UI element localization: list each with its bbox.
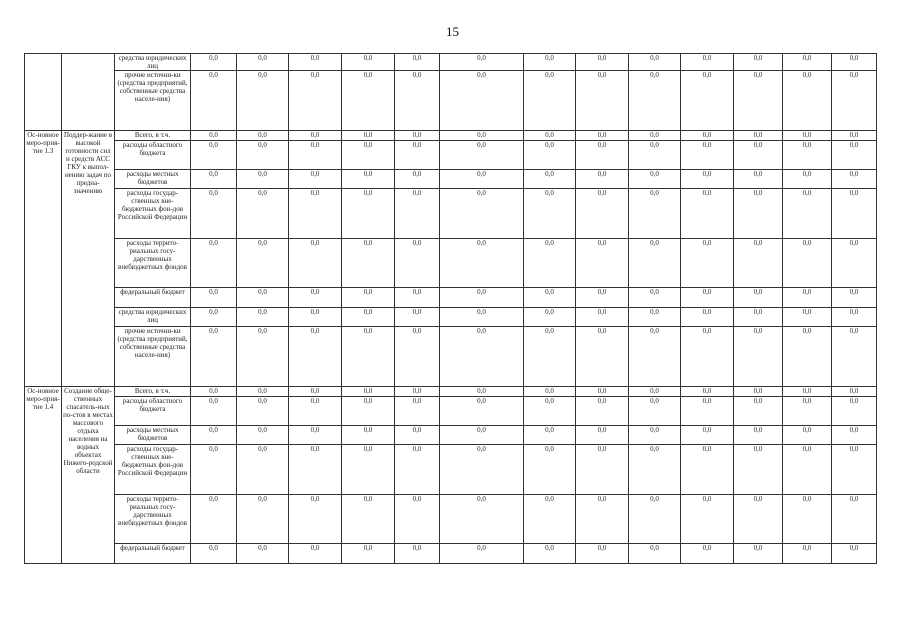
value-cell: 0,0 — [395, 239, 440, 288]
value-cell: 0,0 — [576, 426, 629, 445]
value-cell: 0,0 — [289, 189, 342, 239]
value-cell: 0,0 — [395, 71, 440, 131]
value-cell: 0,0 — [734, 288, 783, 308]
page-number: 15 — [446, 24, 459, 39]
value-cell: 0,0 — [783, 54, 832, 71]
value-cell: 0,0 — [734, 495, 783, 544]
value-cell: 0,0 — [440, 189, 524, 239]
value-cell: 0,0 — [681, 54, 734, 71]
value-cell: 0,0 — [395, 131, 440, 141]
value-cell: 0,0 — [440, 239, 524, 288]
value-cell: 0,0 — [289, 397, 342, 426]
value-cell: 0,0 — [524, 239, 576, 288]
value-cell: 0,0 — [289, 170, 342, 189]
value-cell: 0,0 — [191, 288, 237, 308]
funding-source: расходы областного бюджета — [115, 141, 191, 170]
value-cell: 0,0 — [783, 445, 832, 495]
value-cell: 0,0 — [681, 288, 734, 308]
value-cell: 0,0 — [832, 141, 877, 170]
value-cell: 0,0 — [342, 544, 395, 564]
funding-source: расходы областного бюджета — [115, 397, 191, 426]
value-cell: 0,0 — [395, 327, 440, 387]
value-cell: 0,0 — [783, 170, 832, 189]
value-cell: 0,0 — [289, 288, 342, 308]
value-cell: 0,0 — [734, 131, 783, 141]
value-cell: 0,0 — [734, 544, 783, 564]
value-cell: 0,0 — [576, 71, 629, 131]
value-cell: 0,0 — [440, 141, 524, 170]
value-cell: 0,0 — [289, 327, 342, 387]
value-cell: 0,0 — [629, 426, 681, 445]
value-cell: 0,0 — [576, 239, 629, 288]
value-cell: 0,0 — [440, 54, 524, 71]
value-cell: 0,0 — [440, 445, 524, 495]
value-cell: 0,0 — [191, 170, 237, 189]
value-cell: 0,0 — [681, 495, 734, 544]
value-cell: 0,0 — [734, 54, 783, 71]
table-row — [25, 426, 877, 445]
value-cell: 0,0 — [576, 387, 629, 397]
value-cell: 0,0 — [237, 71, 289, 131]
value-cell: 0,0 — [191, 327, 237, 387]
value-cell: 0,0 — [734, 239, 783, 288]
value-cell: 0,0 — [440, 288, 524, 308]
value-cell: 0,0 — [191, 426, 237, 445]
value-cell: 0,0 — [783, 327, 832, 387]
funding-source: федеральный бюджет — [115, 288, 191, 308]
value-cell: 0,0 — [783, 239, 832, 288]
value-cell: 0,0 — [524, 387, 576, 397]
value-cell: 0,0 — [681, 308, 734, 327]
value-cell: 0,0 — [681, 445, 734, 495]
value-cell: 0,0 — [629, 131, 681, 141]
value-cell: 0,0 — [237, 445, 289, 495]
value-cell: 0,0 — [289, 239, 342, 288]
activity-name — [62, 54, 115, 131]
value-cell: 0,0 — [440, 308, 524, 327]
table-row — [25, 71, 877, 131]
value-cell: 0,0 — [237, 239, 289, 288]
value-cell: 0,0 — [734, 141, 783, 170]
value-cell: 0,0 — [681, 239, 734, 288]
value-cell: 0,0 — [237, 397, 289, 426]
funding-source: федеральный бюджет — [115, 544, 191, 564]
value-cell: 0,0 — [783, 544, 832, 564]
value-cell: 0,0 — [342, 189, 395, 239]
value-cell: 0,0 — [440, 426, 524, 445]
value-cell: 0,0 — [237, 141, 289, 170]
value-cell: 0,0 — [237, 288, 289, 308]
value-cell: 0,0 — [681, 170, 734, 189]
value-cell: 0,0 — [832, 71, 877, 131]
table-row — [25, 445, 877, 495]
value-cell: 0,0 — [395, 170, 440, 189]
value-cell: 0,0 — [629, 170, 681, 189]
funding-source: средства юридических лиц — [115, 308, 191, 327]
value-cell: 0,0 — [237, 495, 289, 544]
value-cell: 0,0 — [289, 387, 342, 397]
value-cell: 0,0 — [734, 308, 783, 327]
value-cell: 0,0 — [576, 54, 629, 71]
value-cell: 0,0 — [629, 544, 681, 564]
value-cell: 0,0 — [342, 308, 395, 327]
value-cell: 0,0 — [237, 308, 289, 327]
value-cell: 0,0 — [191, 495, 237, 544]
value-cell: 0,0 — [524, 288, 576, 308]
value-cell: 0,0 — [524, 308, 576, 327]
value-cell: 0,0 — [395, 288, 440, 308]
value-cell: 0,0 — [681, 544, 734, 564]
value-cell: 0,0 — [734, 397, 783, 426]
table-row — [25, 131, 877, 141]
value-cell: 0,0 — [783, 71, 832, 131]
value-cell: 0,0 — [237, 387, 289, 397]
value-cell: 0,0 — [734, 189, 783, 239]
value-cell: 0,0 — [289, 544, 342, 564]
value-cell: 0,0 — [289, 141, 342, 170]
table-row — [25, 308, 877, 327]
value-cell: 0,0 — [395, 445, 440, 495]
value-cell: 0,0 — [783, 387, 832, 397]
value-cell: 0,0 — [289, 308, 342, 327]
value-cell: 0,0 — [576, 495, 629, 544]
value-cell: 0,0 — [832, 397, 877, 426]
value-cell: 0,0 — [832, 54, 877, 71]
funding-source: расходы местных бюджетов — [115, 170, 191, 189]
value-cell: 0,0 — [342, 131, 395, 141]
value-cell: 0,0 — [783, 288, 832, 308]
value-cell: 0,0 — [576, 308, 629, 327]
value-cell: 0,0 — [237, 544, 289, 564]
value-cell: 0,0 — [783, 141, 832, 170]
value-cell: 0,0 — [734, 327, 783, 387]
table-row — [25, 387, 877, 397]
value-cell: 0,0 — [681, 131, 734, 141]
value-cell: 0,0 — [832, 239, 877, 288]
funding-source: прочие источни-ки (средства предприятий, собственные средства населе-ния) — [115, 327, 191, 387]
value-cell: 0,0 — [783, 495, 832, 544]
value-cell: 0,0 — [395, 544, 440, 564]
value-cell: 0,0 — [342, 239, 395, 288]
value-cell: 0,0 — [191, 71, 237, 131]
value-cell: 0,0 — [524, 71, 576, 131]
value-cell: 0,0 — [576, 445, 629, 495]
value-cell: 0,0 — [734, 445, 783, 495]
value-cell: 0,0 — [289, 445, 342, 495]
value-cell: 0,0 — [681, 387, 734, 397]
activity-label: Ос-новное меро-прия-тие 1.4 — [25, 387, 62, 564]
value-cell: 0,0 — [289, 71, 342, 131]
value-cell: 0,0 — [342, 426, 395, 445]
activity-name: Создание обще-ственных спасатель-ных по-стов в местах массового отдыха населения на водных объектах Нижего-родской области — [62, 387, 115, 564]
value-cell: 0,0 — [191, 445, 237, 495]
value-cell: 0,0 — [783, 189, 832, 239]
value-cell: 0,0 — [440, 71, 524, 131]
value-cell: 0,0 — [524, 397, 576, 426]
value-cell: 0,0 — [440, 327, 524, 387]
value-cell: 0,0 — [629, 387, 681, 397]
table-row — [25, 170, 877, 189]
value-cell: 0,0 — [342, 397, 395, 426]
value-cell: 0,0 — [395, 495, 440, 544]
value-cell: 0,0 — [289, 54, 342, 71]
value-cell: 0,0 — [395, 308, 440, 327]
value-cell: 0,0 — [524, 445, 576, 495]
value-cell: 0,0 — [576, 189, 629, 239]
value-cell: 0,0 — [440, 170, 524, 189]
activity-name: Поддер-жание в высокой готовности сил и средств АСС ГКУ к выпол-нению задач по предна-значению — [62, 131, 115, 387]
value-cell: 0,0 — [832, 189, 877, 239]
value-cell: 0,0 — [681, 71, 734, 131]
value-cell: 0,0 — [395, 141, 440, 170]
value-cell: 0,0 — [576, 544, 629, 564]
table-row — [25, 189, 877, 239]
value-cell: 0,0 — [342, 495, 395, 544]
value-cell: 0,0 — [524, 426, 576, 445]
value-cell: 0,0 — [734, 71, 783, 131]
value-cell: 0,0 — [191, 239, 237, 288]
value-cell: 0,0 — [440, 131, 524, 141]
value-cell: 0,0 — [237, 54, 289, 71]
value-cell: 0,0 — [783, 426, 832, 445]
value-cell: 0,0 — [576, 327, 629, 387]
value-cell: 0,0 — [440, 544, 524, 564]
value-cell: 0,0 — [629, 397, 681, 426]
funding-source: расходы государ-ственных вне-бюджетных фон-дов Российской Федерации — [115, 445, 191, 495]
table-row — [25, 327, 877, 387]
value-cell: 0,0 — [191, 308, 237, 327]
value-cell: 0,0 — [342, 445, 395, 495]
value-cell: 0,0 — [191, 141, 237, 170]
value-cell: 0,0 — [524, 544, 576, 564]
value-cell: 0,0 — [832, 327, 877, 387]
value-cell: 0,0 — [524, 189, 576, 239]
funding-source: Всего, в т.ч. — [115, 131, 191, 141]
funding-source: средства юридических лиц — [115, 54, 191, 71]
value-cell: 0,0 — [237, 189, 289, 239]
value-cell: 0,0 — [191, 189, 237, 239]
table-row — [25, 54, 877, 71]
value-cell: 0,0 — [440, 397, 524, 426]
value-cell: 0,0 — [629, 495, 681, 544]
value-cell: 0,0 — [629, 71, 681, 131]
table-row — [25, 288, 877, 308]
value-cell: 0,0 — [440, 495, 524, 544]
value-cell: 0,0 — [832, 426, 877, 445]
table-row — [25, 495, 877, 544]
value-cell: 0,0 — [342, 71, 395, 131]
value-cell: 0,0 — [191, 397, 237, 426]
value-cell: 0,0 — [289, 426, 342, 445]
funding-source: расходы государ-ственных вне-бюджетных фон-дов Российской Федерации — [115, 189, 191, 239]
value-cell: 0,0 — [681, 327, 734, 387]
value-cell: 0,0 — [342, 387, 395, 397]
value-cell: 0,0 — [832, 308, 877, 327]
value-cell: 0,0 — [783, 397, 832, 426]
value-cell: 0,0 — [629, 239, 681, 288]
value-cell: 0,0 — [237, 426, 289, 445]
activity-label — [25, 54, 62, 131]
value-cell: 0,0 — [576, 141, 629, 170]
value-cell: 0,0 — [681, 397, 734, 426]
funding-source: расходы террито-риальных госу-дарственных внебюджетных фондов — [115, 239, 191, 288]
value-cell: 0,0 — [629, 288, 681, 308]
value-cell: 0,0 — [629, 189, 681, 239]
value-cell: 0,0 — [395, 387, 440, 397]
value-cell: 0,0 — [395, 397, 440, 426]
value-cell: 0,0 — [395, 189, 440, 239]
value-cell: 0,0 — [237, 327, 289, 387]
value-cell: 0,0 — [524, 54, 576, 71]
value-cell: 0,0 — [191, 544, 237, 564]
value-cell: 0,0 — [289, 495, 342, 544]
funding-source: расходы террито-риальных госу-дарственных внебюджетных фондов — [115, 495, 191, 544]
value-cell: 0,0 — [832, 131, 877, 141]
funding-source: расходы местных бюджетов — [115, 426, 191, 445]
value-cell: 0,0 — [524, 131, 576, 141]
value-cell: 0,0 — [783, 131, 832, 141]
funding-source: Всего, в т.ч. — [115, 387, 191, 397]
value-cell: 0,0 — [191, 54, 237, 71]
value-cell: 0,0 — [832, 445, 877, 495]
value-cell: 0,0 — [629, 141, 681, 170]
table-row — [25, 239, 877, 288]
value-cell: 0,0 — [734, 387, 783, 397]
table-row — [25, 544, 877, 564]
value-cell: 0,0 — [681, 189, 734, 239]
value-cell: 0,0 — [629, 54, 681, 71]
value-cell: 0,0 — [342, 170, 395, 189]
value-cell: 0,0 — [783, 308, 832, 327]
table-row — [25, 141, 877, 170]
activity-label: Ос-новное меро-прия-тие 1.3 — [25, 131, 62, 387]
value-cell: 0,0 — [342, 327, 395, 387]
value-cell: 0,0 — [832, 170, 877, 189]
value-cell: 0,0 — [576, 131, 629, 141]
budget-table — [24, 53, 877, 564]
value-cell: 0,0 — [342, 141, 395, 170]
value-cell: 0,0 — [440, 387, 524, 397]
value-cell: 0,0 — [832, 544, 877, 564]
value-cell: 0,0 — [832, 495, 877, 544]
value-cell: 0,0 — [629, 308, 681, 327]
value-cell: 0,0 — [832, 288, 877, 308]
value-cell: 0,0 — [524, 495, 576, 544]
value-cell: 0,0 — [629, 327, 681, 387]
value-cell: 0,0 — [681, 141, 734, 170]
value-cell: 0,0 — [681, 426, 734, 445]
value-cell: 0,0 — [576, 397, 629, 426]
value-cell: 0,0 — [524, 327, 576, 387]
value-cell: 0,0 — [191, 387, 237, 397]
value-cell: 0,0 — [734, 170, 783, 189]
value-cell: 0,0 — [524, 141, 576, 170]
value-cell: 0,0 — [191, 131, 237, 141]
value-cell: 0,0 — [395, 54, 440, 71]
value-cell: 0,0 — [629, 445, 681, 495]
value-cell: 0,0 — [576, 170, 629, 189]
value-cell: 0,0 — [734, 426, 783, 445]
value-cell: 0,0 — [237, 170, 289, 189]
funding-source: прочие источни-ки (средства предприятий, собственные средства населе-ния) — [115, 71, 191, 131]
value-cell: 0,0 — [524, 170, 576, 189]
value-cell: 0,0 — [576, 288, 629, 308]
value-cell: 0,0 — [832, 387, 877, 397]
value-cell: 0,0 — [237, 131, 289, 141]
value-cell: 0,0 — [342, 288, 395, 308]
table-row — [25, 397, 877, 426]
value-cell: 0,0 — [342, 54, 395, 71]
value-cell: 0,0 — [289, 131, 342, 141]
value-cell: 0,0 — [395, 426, 440, 445]
